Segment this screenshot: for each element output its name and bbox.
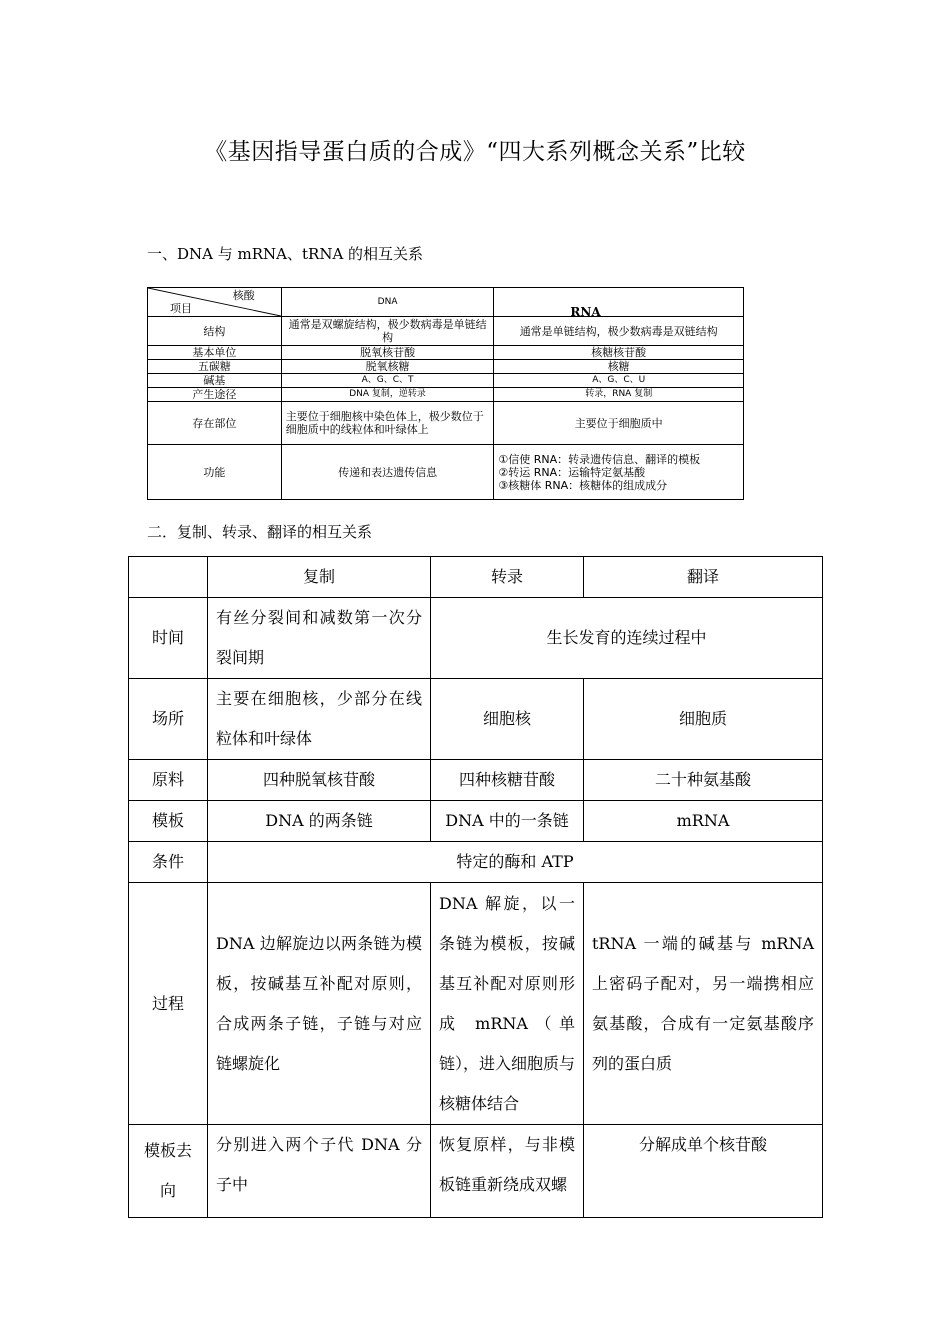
rna-basic-unit: 核糖核苷酸 xyxy=(494,346,744,360)
dna-location: 主要位于细胞核中染色体上，极少数位于细胞质中的线粒体和叶绿体上 xyxy=(281,402,494,445)
row-label-material: 原料 xyxy=(129,760,208,801)
column-header-rna-cell xyxy=(494,288,744,317)
row-label-process: 过程 xyxy=(129,883,208,1125)
corner-label-nucleic-acid: 核酸 xyxy=(232,289,255,302)
dna-function: 传递和表达遗传信息 xyxy=(281,445,494,500)
rna-pentose: 核糖 xyxy=(494,360,744,374)
dna-basic-unit: 脱氧核苷酸 xyxy=(281,346,494,360)
replication-template: DNA 的两条链 xyxy=(208,801,431,842)
translation-place: 细胞质 xyxy=(584,679,823,760)
dna-structure: 通常是双螺旋结构，极少数病毒是单链结构 xyxy=(281,317,494,346)
translation-template-fate: 分解成单个核苷酸 xyxy=(584,1125,823,1218)
row-label-template-fate: 模板去向 xyxy=(129,1125,208,1218)
dna-bases: A、G、C、T xyxy=(281,374,494,388)
header-empty xyxy=(129,557,208,598)
row-label-time: 时间 xyxy=(129,598,208,679)
column-header-dna: DNA xyxy=(281,288,494,317)
row-label-structure: 结构 xyxy=(148,317,282,346)
row-label-pentose: 五碳糖 xyxy=(148,360,282,374)
row-label-place: 场所 xyxy=(129,679,208,760)
page-title: 《基因指导蛋白质的合成》“四大系列概念关系”比较 xyxy=(204,139,746,165)
transcription-material: 四种核糖苷酸 xyxy=(431,760,584,801)
header-replication: 复制 xyxy=(208,557,431,598)
row-label-function: 功能 xyxy=(148,445,282,500)
rna-origin: 转录，RNA 复制 xyxy=(494,388,744,402)
replication-material: 四种脱氧核苷酸 xyxy=(208,760,431,801)
dna-rna-comparison-table xyxy=(147,287,744,500)
transcription-template-fate: 恢复原样，与非模板链重新绕成双螺 xyxy=(431,1125,584,1218)
header-transcription: 转录 xyxy=(431,557,584,598)
transcription-translation-time: 生长发育的连续过程中 xyxy=(431,598,823,679)
rna-function-line-1: ①信使 RNA：转录遗传信息、翻译的模板 xyxy=(498,452,701,466)
transcription-template: DNA 中的一条链 xyxy=(431,801,584,842)
table-corner-cell xyxy=(148,288,282,317)
row-label-basic-unit: 基本单位 xyxy=(148,346,282,360)
condition-value: 特定的酶和 ATP xyxy=(208,842,823,883)
row-label-condition: 条件 xyxy=(129,842,208,883)
replication-process: DNA 边解旋边以两条链为模板，按碱基互补配对原则，合成两条子链，子链与对应链螺旋化 xyxy=(208,883,431,1125)
translation-process: tRNA 一端的碱基与 mRNA 上密码子配对，另一端携相应氨基酸，合成有一定氨基酸序列的蛋白质 xyxy=(584,883,823,1125)
corner-label-item: 项目 xyxy=(170,302,192,315)
row-label-template: 模板 xyxy=(129,801,208,842)
row-label-location: 存在部位 xyxy=(148,402,282,445)
replication-transcription-translation-table xyxy=(128,556,823,1218)
dna-origin: DNA 复制，逆转录 xyxy=(281,388,494,402)
transcription-process: DNA 解旋，以一条链为模板，按碱基互补配对原则形成 mRNA（单链），进入细胞质与核糖体结合 xyxy=(431,883,584,1125)
dna-pentose: 脱氧核糖 xyxy=(281,360,494,374)
header-translation: 翻译 xyxy=(584,557,823,598)
row-label-origin: 产生途径 xyxy=(148,388,282,402)
translation-material: 二十种氨基酸 xyxy=(584,760,823,801)
section2-heading: 二．复制、转录、翻译的相互关系 xyxy=(147,523,373,541)
transcription-place: 细胞核 xyxy=(431,679,584,760)
rna-structure: 通常是单链结构，极少数病毒是双链结构 xyxy=(494,317,744,346)
rna-function xyxy=(494,445,744,500)
replication-place: 主要在细胞核，少部分在线粒体和叶绿体 xyxy=(208,679,431,760)
row-label-bases: 碱基 xyxy=(148,374,282,388)
rna-function-line-3: ③核糖体 RNA：核糖体的组成成分 xyxy=(498,478,668,492)
rna-bases: A、G、C、U xyxy=(494,374,744,388)
column-header-rna: RNA xyxy=(570,305,601,319)
translation-template: mRNA xyxy=(584,801,823,842)
replication-template-fate: 分别进入两个子代 DNA 分子中 xyxy=(208,1125,431,1218)
section1-heading: 一、DNA 与 mRNA、tRNA 的相互关系 xyxy=(147,245,424,263)
rna-function-line-2: ②转运 RNA：运输特定氨基酸 xyxy=(498,465,646,479)
rna-location: 主要位于细胞质中 xyxy=(494,402,744,445)
replication-time: 有丝分裂间和减数第一次分裂间期 xyxy=(208,598,431,679)
